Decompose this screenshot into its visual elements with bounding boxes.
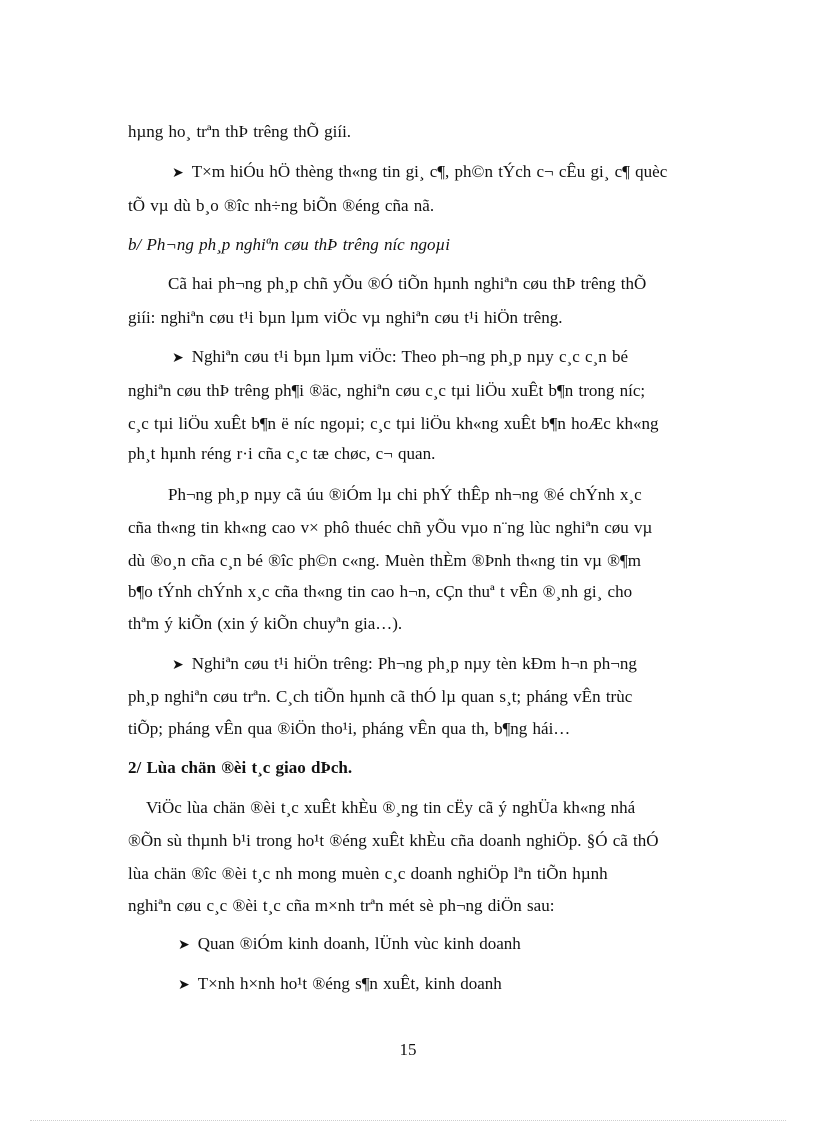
bullet-line-1	[172, 161, 667, 185]
text-line-20: ViÖc lùa chän ®èi t¸c xuÊt khÈu ®¸ng tin cËy cã ý nghÜa kh«ng nhá	[146, 798, 636, 817]
bullet-arrow-icon: ➤	[178, 938, 190, 953]
text-line-12: cña th«ng tin kh«ng cao v× phô thuéc chñ yÕu vµo n¨ng lùc nghiªn cøu vµ	[128, 518, 653, 537]
text-line-22: lùa chän ®îc ®èi t¸c nh mong muèn c¸c doanh nghiÖp lªn tiÕn hµnh	[128, 864, 608, 883]
bullet-line-2	[172, 346, 628, 370]
bullet-text: T×nh h×nh ho¹t ®éng s¶n xuÊt, kinh doanh	[197, 974, 502, 993]
text-line-17: ph¸p nghiªn cøu trªn. C¸ch tiÕn hµnh cã thÓ lµ quan s¸t; pháng vÊn trùc	[128, 687, 633, 706]
text-line-6: giíi: nghiªn cøu t¹i bµn lµm viÖc vµ nghiªn cøu t¹i hiÖn trêng.	[128, 308, 563, 327]
bullet-arrow-icon: ➤	[172, 166, 184, 181]
bullet-text: T×m hiÓu hÖ thèng th«ng tin gi¸ c¶, ph©n tÝch c¬ cÊu gi¸ c¶ quèc	[191, 162, 668, 181]
text-line-14: b¶o tÝnh chÝnh x¸c cña th«ng tin cao h¬n, cÇn thuª t vÊn ®¸nh gi¸ cho	[128, 582, 633, 601]
page-number: 15	[399, 1040, 417, 1059]
text-line-13: dù ®o¸n cña c¸n bé ®îc ph©n c«ng. Muèn thÈm ®Þnh th«ng tin vµ ®¶m	[128, 551, 641, 570]
page-bottom-divider	[30, 1120, 786, 1121]
bullet-text: Nghiªn cøu t¹i hiÖn trêng: Ph¬ng ph¸p nµy tèn kÐm h¬n ph¬ng	[191, 654, 637, 673]
text-line-11: Ph¬ng ph¸p nµy cã úu ®iÓm lµ chi phÝ thÊp nh¬ng ®é chÝnh x¸c	[168, 485, 642, 504]
bullet-line-3	[172, 653, 637, 677]
bullet-line-5	[178, 973, 502, 997]
bullet-line-4	[178, 933, 521, 957]
bullet-arrow-icon: ➤	[172, 658, 184, 673]
text-line-5: Cã hai ph¬ng ph¸p chñ yÕu ®Ó tiÕn hµnh nghiªn cøu thÞ trêng thÕ	[168, 274, 647, 293]
text-line-9: c¸c tµi liÖu xuÊt b¶n ë níc ngoµi; c¸c tµi liÖu kh«ng xuÊt b¶n hoÆc kh«ng	[128, 414, 659, 433]
bullet-text: Quan ®iÓm kinh doanh, lÜnh vùc kinh doanh	[197, 934, 521, 953]
text-line-1: hµng ho¸ trªn thÞ trêng thÕ giíi.	[128, 122, 352, 141]
text-line-8: nghiªn cøu thÞ trêng ph¶i ®äc, nghiªn cøu c¸c tµi liÖu xuÊt b¶n trong níc;	[128, 381, 646, 400]
text-line-15: thªm ý kiÕn (xin ý kiÕn chuyªn gia…).	[128, 614, 403, 633]
bullet-text: Nghiªn cøu t¹i bµn lµm viÖc: Theo ph¬ng ph¸p nµy c¸c c¸n bé	[191, 347, 628, 366]
text-line-18: tiÕp; pháng vÊn qua ®iÖn tho¹i, pháng vÊn qua th, b¶ng hái…	[128, 719, 571, 738]
section-heading-b: b/ Ph¬ng ph¸p nghiªn cøu thÞ trêng níc ngoµi	[128, 235, 450, 254]
text-line-21: ®Õn sù thµnh b¹i trong ho¹t ®éng xuÊt khÈu cña doanh nghiÖp. §Ó cã thÓ	[128, 831, 659, 850]
text-line-3: tÕ vµ dù b¸o ®îc nh÷ng biÕn ®éng cña nã.	[128, 196, 435, 215]
section-heading-2: 2/ Lùa chän ®èi t¸c giao dÞch.	[128, 758, 353, 777]
text-line-23: nghiªn cøu c¸c ®èi t¸c cña m×nh trªn mét sè ph¬ng diÖn sau:	[128, 896, 555, 915]
bullet-arrow-icon: ➤	[172, 351, 184, 366]
text-line-10: ph¸t hµnh réng r·i cña c¸c tæ chøc, c¬ quan.	[128, 444, 436, 463]
bullet-arrow-icon: ➤	[178, 978, 190, 993]
